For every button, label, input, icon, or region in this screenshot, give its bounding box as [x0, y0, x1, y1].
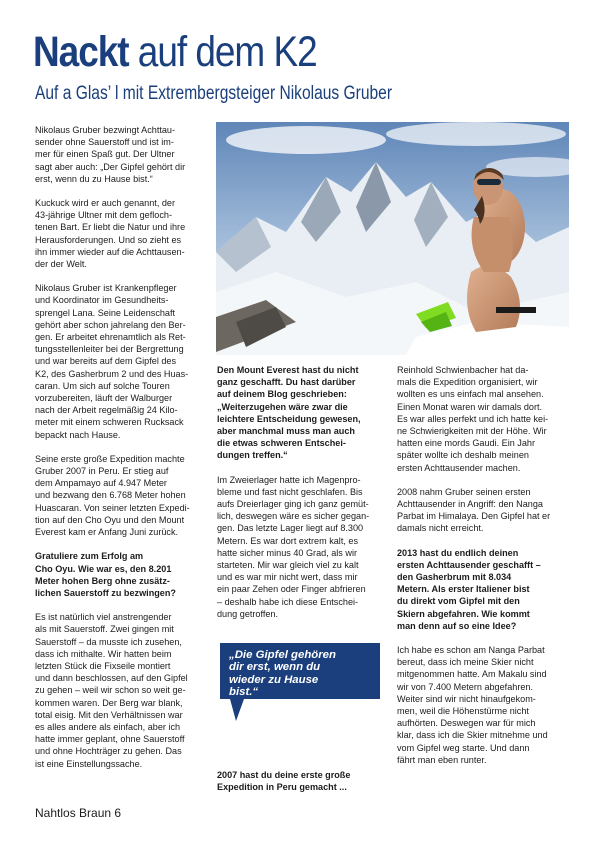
page-footer: Nahtlos Braun 6	[35, 806, 122, 820]
interview-answer: Reinhold Schwienbacher hat da- mals die Expedition organisiert, wir wollten es uns einfach mal ansehen. Einen Monat waren wir damals dort. Es war alles perfekt und ich hatte kei- ne Schwierigkeiten mit der Höhe. Wir hatten eine mords Gaudi. Ein Jahr später wollte ich deshalb meinen ersten Achttausender machen.	[397, 365, 549, 473]
interview-answer: Im Zweierlager hatte ich Magenpro- bleme und fast nicht geschlafen. Bis aufs Dreierlager ging ich ganz gemüt- lich, deswegen wäre es sicher gegan- gen. Das letzte Lager liegt auf 8.300 Metern. Es war dort extrem kalt, es hatte sicher minus 40 Grad, als wir starteten. Mir war gleich viel zu kalt und es war mir nicht wert, dass mir ein paar Zehen oder Finger abfrieren – deshalb habe ich diese Entschei- dung getroffen.	[217, 474, 370, 619]
body-paragraph: 2008 nahm Gruber seinen ersten Achttausender in Angriff: den Nanga Parbat im Himalaya. Den Gipfel hat er damals nicht erreicht.	[397, 486, 551, 534]
body-paragraph: Kuckuck wird er auch genannt, der 43-jährige Ultner mit dem gefloch- tenen Bart. Er liebt die Natur und ihre Herausforderungen. Und so zieht es ihn immer wieder auf die Achttausen- der der Welt.	[35, 198, 186, 270]
article-title-rest: auf dem K2	[128, 28, 317, 76]
pull-quote-box	[214, 641, 382, 711]
body-paragraph: Seine erste große Expedition machte Gruber 2007 in Peru. Er stieg auf dem Ampamayo auf 4.947 Meter und bezwang den 6.768 Meter hohen Huascaran. Von seiner letzten Expedi- tion auf den Cho Oyu und den Mount Everest kam er Anfang Juni zurück.	[35, 453, 190, 538]
text-column-right	[397, 364, 569, 778]
interview-question: Gratuliere zum Erfolg am Cho Oyu. Wie war es, den 8.201 Meter hohen Berg ohne zusätz- lichen Sauerstoff zu bezwingen?	[35, 551, 176, 598]
article-title	[33, 28, 317, 76]
interview-question: Den Mount Everest hast du nicht ganz geschafft. Du hast darüber auf deinem Blog geschrieben: „Weiterzugehen wäre zwar die leichtere Entscheidung gewesen, aber manchmal muss man auch die etwas schweren Entschei- dungen treffen.“	[217, 365, 361, 461]
mountain-climber-photo	[216, 122, 569, 355]
interview-answer: Es ist natürlich viel anstrengender als mit Sauerstoff. Zwei gingen mit Sauerstoff – da musste ich zusehen, dass ich mithalte. Wir hatten beim letzten Stück die Fixseile montiert und dann beschlossen, auf den Gipfel zu gehen – weil wir schon so weit ge- kommen waren. Der Berg war blank, total eisig. Mit den Verhältnissen war es alles andere als einfach, aber ich hatte immer geplant, ohne Sauerstoff und ohne Hochträger zu gehen. Das ist eine Einstellungssache.	[35, 612, 188, 769]
article-title-bold: Nackt	[33, 28, 129, 76]
interview-question: 2013 hast du endlich deinen ersten Achttausender geschafft – den Gasherbrum mit 8.034 Metern. Als erster Italiener bist du direkt vom Gipfel mit den Skiern abgefahren. Wie kommt man denn auf so eine Idee?	[397, 547, 541, 631]
body-paragraph: Nikolaus Gruber ist Krankenpfleger und Koordinator im Gesundheits- sprengel Lana. Seine Leidenschaft gehört aber schon jahrelang den Ber- gen. Er arbeitet ehrenamtlich als Ret- tungsstellenleiter bei der Bergrettung und war bereits auf dem Gipfel des K2, des Gasherbrum 2 und des Huas- caran. Um sich auf solche Touren vorzubereiten, läuft der Walburger nach der Arbeit regelmäßig 24 Kilo- meter mit einem schweren Rucksack bepackt nach Hause.	[35, 283, 189, 440]
pull-quote-text: „Die Gipfel gehören dir erst, wenn du wieder zu Hause bist.“	[229, 649, 336, 699]
text-column-left	[35, 124, 207, 782]
article-subtitle: Auf a Glas’ l mit Extrembergsteiger Nikolaus Gruber	[35, 83, 393, 104]
intro-paragraph: Nikolaus Gruber bezwingt Achttau- sender ohne Sauerstoff und ist im- mer für einen Spaß gut. Der Ultner sagt aber auch: „Der Gipfel gehört dir erst, wenn du zu Hause bist.“	[35, 125, 186, 184]
text-column-middle	[217, 364, 387, 632]
interview-answer: Ich habe es schon am Nanga Parbat bereut, dass ich meine Skier nicht mitgenommen hatte. Am Makalu sind wir von 7.400 Metern abgefahren. Weiter sind wir nicht hinaufgekom- men, weil die Höhenstürme nicht aufhörten. Deswegen war für mich klar, dass ich die Skier mitnehme und vom Gipfel weg starte. Und dann fährt man eben runter.	[397, 645, 548, 765]
interview-question: 2007 hast du deine erste große Expedition in Peru gemacht ...	[217, 770, 351, 793]
